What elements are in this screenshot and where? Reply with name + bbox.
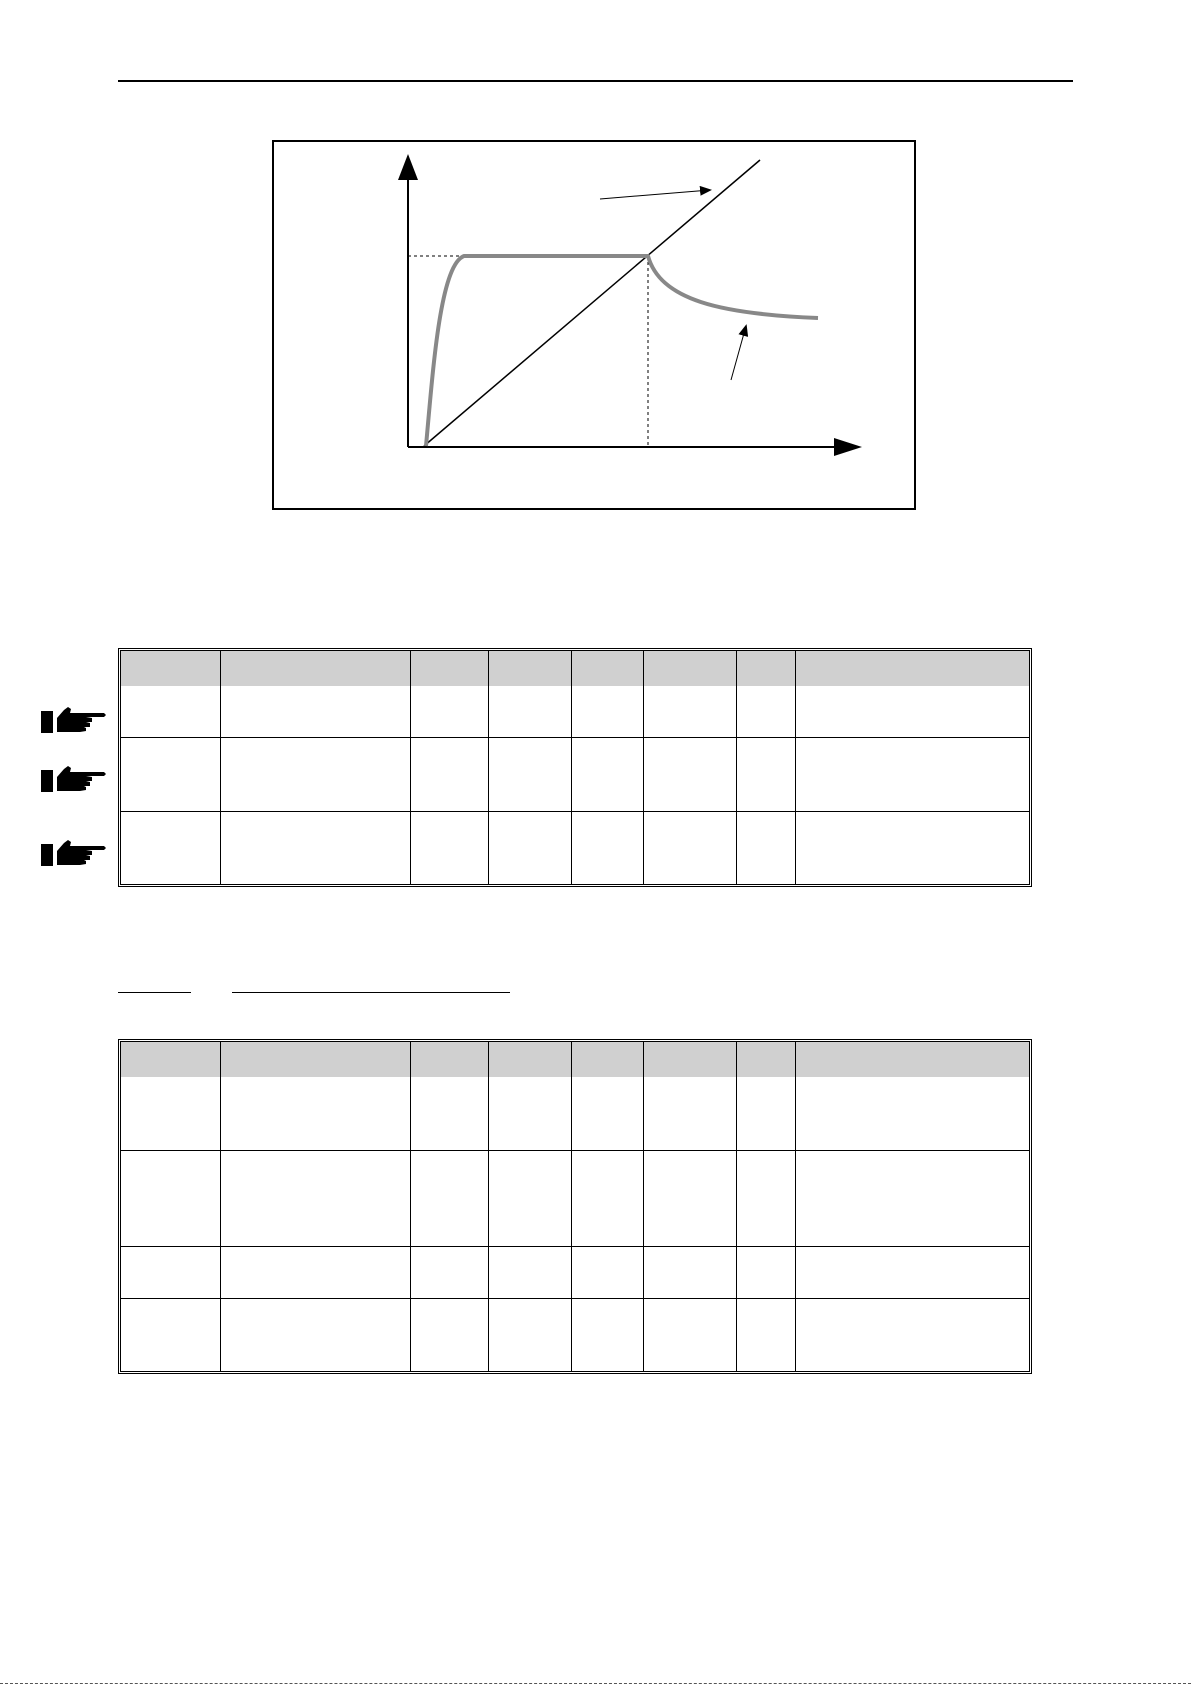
table-cell (121, 1299, 221, 1371)
table-cell (644, 738, 737, 812)
table-cell (121, 812, 221, 884)
table-cell (221, 812, 411, 884)
figure-frame (272, 140, 916, 510)
table-cell (572, 1299, 644, 1371)
table-cell (796, 1151, 1029, 1247)
hand-pointer-icon (40, 706, 108, 734)
table-cell (221, 1299, 411, 1371)
table-header-cell (221, 651, 411, 686)
table-cell (796, 1247, 1029, 1299)
table-cell (737, 1077, 796, 1151)
table-cell (121, 738, 221, 812)
table-cell (644, 1077, 737, 1151)
table-header-cell (796, 651, 1029, 686)
table-row (121, 1299, 1029, 1371)
table-cell (411, 1247, 489, 1299)
footer-rule (0, 1683, 1191, 1684)
table-cell (489, 1077, 572, 1151)
table-header-cell (737, 651, 796, 686)
table-cell (644, 1299, 737, 1371)
table-cell (489, 686, 572, 738)
table-cell (411, 812, 489, 884)
table-cell (572, 738, 644, 812)
table-cell (411, 738, 489, 812)
table-cell (572, 812, 644, 884)
table-row (121, 1247, 1029, 1299)
table-cell (489, 1151, 572, 1247)
table-cell (644, 1247, 737, 1299)
table-cell (796, 812, 1029, 884)
table-header-cell (411, 1042, 489, 1077)
table-cell (796, 1077, 1029, 1151)
table-cell (411, 1299, 489, 1371)
parameter-table-2 (118, 1039, 1032, 1374)
table-header-cell (489, 1042, 572, 1077)
table-cell (121, 1151, 221, 1247)
table-cell (737, 686, 796, 738)
table-row (121, 738, 1029, 812)
table-header-cell (572, 651, 644, 686)
section-link-1[interactable] (118, 992, 191, 993)
table-cell (572, 1077, 644, 1151)
header-rule (118, 80, 1073, 82)
table-row (121, 812, 1029, 884)
table-cell (221, 686, 411, 738)
table-header-cell (411, 651, 489, 686)
table-cell (121, 686, 221, 738)
table-header-cell (644, 651, 737, 686)
table-cell (411, 1151, 489, 1247)
table-cell (572, 1151, 644, 1247)
table-cell (737, 738, 796, 812)
table-header-cell (221, 1042, 411, 1077)
table-row (121, 686, 1029, 738)
table-cell (737, 1299, 796, 1371)
table-cell (737, 1151, 796, 1247)
table-cell (796, 738, 1029, 812)
table-header-row (121, 651, 1029, 686)
table-header-cell (121, 1042, 221, 1077)
table-cell (572, 686, 644, 738)
hand-pointer-icon (40, 839, 108, 867)
table-cell (489, 738, 572, 812)
table-header-cell (572, 1042, 644, 1077)
table-cell (121, 1247, 221, 1299)
table-header-cell (737, 1042, 796, 1077)
table-cell (489, 1299, 572, 1371)
table-row (121, 1151, 1029, 1247)
table-cell (737, 1247, 796, 1299)
table-cell (796, 686, 1029, 738)
section-link-2[interactable] (232, 992, 510, 993)
table-cell (644, 812, 737, 884)
table-cell (411, 686, 489, 738)
table-cell (644, 686, 737, 738)
table-row (121, 1077, 1029, 1151)
table-header-cell (796, 1042, 1029, 1077)
table-cell (221, 1077, 411, 1151)
table-cell (411, 1077, 489, 1151)
table-cell (489, 812, 572, 884)
table-header-cell (644, 1042, 737, 1077)
table-cell (796, 1299, 1029, 1371)
table-cell (221, 738, 411, 812)
table-cell (221, 1151, 411, 1247)
table-cell (121, 1077, 221, 1151)
table-header-cell (121, 651, 221, 686)
table-cell (489, 1247, 572, 1299)
table-header-row (121, 1042, 1029, 1077)
table-cell (644, 1151, 737, 1247)
table-cell (572, 1247, 644, 1299)
table-cell (737, 812, 796, 884)
table-cell (221, 1247, 411, 1299)
table-header-cell (489, 651, 572, 686)
parameter-table-1 (118, 648, 1032, 887)
hand-pointer-icon (40, 765, 108, 793)
